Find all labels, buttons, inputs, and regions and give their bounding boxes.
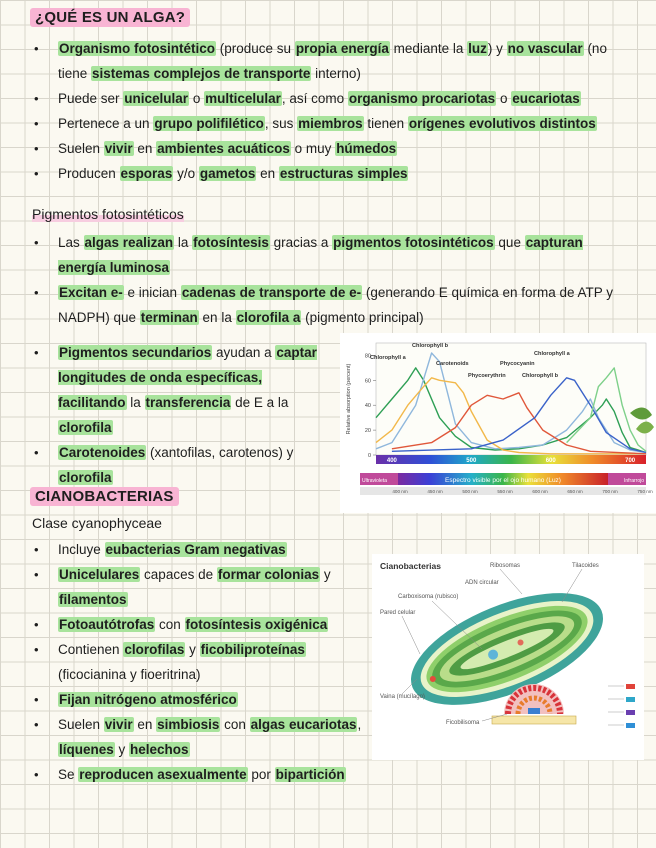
highlighted-term: reproducen asexualmente [79, 767, 247, 782]
cyano-subtitle-text: Clase cyanophyceae [32, 515, 162, 531]
spectrum-tick: 600 nm [532, 489, 548, 494]
bullet-text: Incluye [58, 542, 105, 557]
bullet-text: ayudan a [212, 345, 276, 360]
bullet-item [32, 161, 622, 186]
bullet-text: Suelen [58, 141, 104, 156]
legend-swatch-2 [626, 697, 635, 702]
legend-swatch-1 [626, 684, 635, 689]
highlighted-term: gametos [199, 166, 256, 181]
highlighted-term: esporas [120, 166, 173, 181]
series-annotation: Phycoerythrin [468, 373, 506, 379]
bullet-text: Puede ser [58, 91, 124, 106]
spectrum-tick: 500 nm [462, 489, 478, 494]
bullet-item [32, 762, 362, 787]
bullet-text: en [133, 717, 157, 732]
highlighted-term: Pigmentos secundarios [59, 345, 212, 360]
label-ribosomas: Ribosomas [490, 563, 521, 569]
bullet-text: Producen [58, 166, 120, 181]
bullet-text: y [114, 742, 130, 757]
bullet-text: capaces de [140, 567, 217, 582]
bullet-text: , sus [264, 116, 298, 131]
leader-ribosomas [500, 569, 522, 594]
highlighted-term: captar longitudes de onda específicas, facilitando [58, 345, 317, 410]
bullet-text: y [185, 642, 200, 657]
bullet-text: la [174, 235, 193, 250]
highlighted-term: ficobiliproteínas [200, 642, 305, 657]
pigments-heading [32, 206, 184, 222]
label-vaina: Vaina (mucílago) [380, 694, 425, 700]
bullet-text: con [155, 617, 185, 632]
bullet-text: interno) [311, 66, 361, 81]
y-tick-label: 80 [364, 353, 371, 360]
highlighted-term: Organismo fotosintético [59, 41, 216, 56]
bullet-text: Pertenece a un [58, 116, 154, 131]
bullet-text: (pigmento principal) [301, 310, 424, 325]
highlighted-term: organismo procariotas [348, 91, 496, 106]
cyanobacteria-svg [372, 554, 644, 760]
y-tick-label: 0 [367, 453, 371, 459]
highlighted-term: formar colonias [217, 567, 320, 582]
highlighted-term: filamentos [59, 592, 127, 607]
highlighted-term: Fotoautótrofas [59, 617, 155, 632]
bullet-text: o [189, 91, 205, 106]
highlighted-term: no vascular [507, 41, 583, 56]
series-annotation: Chlorophyll b [412, 343, 449, 349]
highlighted-term: cadenas de transporte de e- [181, 285, 362, 300]
bullet-item [32, 111, 622, 136]
bullet-item [32, 440, 332, 490]
x-tick-label: 500 [466, 458, 477, 464]
absorption-chart [340, 333, 656, 513]
highlighted-term: pigmentos fotosintéticos [333, 235, 494, 250]
legend-swatch-3 [626, 710, 635, 715]
highlighted-term: clorofilas [124, 642, 185, 657]
bullet-text: (generando E química en forma de ATP y NADPH) que [58, 285, 614, 325]
membrane-strip [492, 716, 576, 724]
bullet-text: e inician [123, 285, 181, 300]
highlighted-term: orígenes evolutivos distintos [408, 116, 596, 131]
cyanobacteria-diagram [372, 554, 644, 760]
bullet-text: y [320, 567, 331, 582]
pigments-list [32, 230, 622, 330]
highlighted-term: Fijan nitrógeno atmosférico [59, 692, 237, 707]
series-annotation: Phycocyanin [500, 361, 535, 367]
pigments-heading-text: Pigmentos fotosintéticos [32, 206, 184, 222]
highlighted-term: eubacterias Gram negativas [105, 542, 286, 557]
highlighted-term: eucariotas [512, 91, 580, 106]
highlighted-term: bipartición [275, 767, 345, 782]
cyano-list [32, 537, 362, 787]
bullet-text: , [357, 717, 362, 732]
y-tick-label: 20 [364, 428, 371, 435]
pigments-list-secondary [32, 340, 332, 490]
bullet-text: Suelen [58, 717, 104, 732]
spectrum-tick: 400 nm [392, 489, 408, 494]
bullet-text: y/o [173, 166, 199, 181]
spectrum-caption: Espectro visible por el ojo humano (Luz) [445, 477, 561, 484]
legend-swatch-4 [626, 723, 635, 728]
bullet-item [32, 712, 362, 762]
wavelength-band [376, 455, 646, 464]
bullet-text: o muy [290, 141, 336, 156]
highlighted-term: estructuras simples [279, 166, 408, 181]
label-carboxisoma: Carboxisoma (rubisco) [398, 594, 459, 600]
bullet-text: o [496, 91, 512, 106]
diagram-legend [608, 684, 635, 728]
highlighted-term: fotosíntesis oxigénica [185, 617, 328, 632]
x-tick-label: 700 [625, 458, 636, 464]
bullet-text: en la [198, 310, 236, 325]
section-title-cyano: CIANOBACTERIAS [30, 487, 179, 506]
y-tick-label: 40 [364, 403, 371, 410]
highlighted-term: terminan [140, 310, 198, 325]
bullet-text: (produce su [216, 41, 295, 56]
highlighted-term: clorofila [59, 420, 112, 435]
highlighted-term: algas eucariotas [250, 717, 357, 732]
bullet-text: (ficocianina y fioeritrina) [58, 667, 201, 682]
bullet-text: Las [58, 235, 84, 250]
spectrum-tick: 650 nm [567, 489, 583, 494]
highlighted-term: miembros [298, 116, 363, 131]
bullet-text: , así como [281, 91, 348, 106]
bullet-item [32, 562, 362, 612]
bullet-item [32, 86, 622, 111]
bullet-text: mediante la [389, 41, 468, 56]
highlighted-term: ambientes acuáticos [157, 141, 290, 156]
bullet-item [32, 340, 332, 440]
bullet-text: en [256, 166, 279, 181]
bullet-item [32, 36, 622, 86]
label-ficobilisoma: Ficobilisoma [446, 720, 480, 726]
x-tick-label: 400 [386, 458, 397, 464]
spectrum-tick: 750 nm [637, 489, 653, 494]
bullet-text: por [247, 767, 275, 782]
highlighted-term: grupo polifilético [154, 116, 264, 131]
highlighted-term: luz [468, 41, 487, 56]
bullet-text: con [220, 717, 250, 732]
bullet-text: (xantofilas, carotenos) y [146, 445, 294, 460]
spectrum-right-label: Infrarrojo [623, 478, 644, 484]
highlighted-term: húmedos [336, 141, 397, 156]
bullet-text: que [494, 235, 525, 250]
label-adn: ADN circular [465, 580, 499, 586]
absorption-spectrum-figure [340, 333, 656, 513]
highlighted-term: algas realizan [84, 235, 174, 250]
highlighted-term: clorofila [59, 470, 112, 485]
y-tick-label: 60 [364, 378, 371, 385]
bullet-text: (no tiene [58, 41, 607, 81]
x-tick-label: 600 [545, 458, 556, 464]
spectrum-tick: 700 nm [602, 489, 618, 494]
bullet-text: la [126, 395, 145, 410]
bullet-text: en [133, 141, 157, 156]
bullet-item [32, 280, 622, 330]
bullet-text: de E a la [231, 395, 289, 410]
series-annotation: Chlorophyll b [522, 373, 559, 379]
highlighted-term: propia energía [295, 41, 389, 56]
highlighted-term: transferencia [145, 395, 231, 410]
leader-pared [402, 616, 420, 654]
highlighted-term: vivir [104, 141, 133, 156]
highlighted-term: capturan energía luminosa [58, 235, 583, 275]
y-axis-label: Relative absorption (percent) [346, 363, 352, 435]
bullet-item [32, 687, 362, 712]
highlighted-term: fotosíntesis [193, 235, 269, 250]
section-title-alga: ¿QUÉ ES UN ALGA? [30, 8, 190, 27]
highlighted-term: helechos [130, 742, 189, 757]
highlighted-term: multicelular [205, 91, 281, 106]
series-annotation: Chlorophyll a [534, 351, 570, 357]
bullet-item [32, 230, 622, 280]
highlighted-term: vivir [104, 717, 133, 732]
bullet-item [32, 612, 362, 637]
cyano-subtitle [32, 515, 162, 531]
bullet-text: Se [58, 767, 79, 782]
highlighted-term: unicelular [124, 91, 189, 106]
bullet-text: tienen [363, 116, 408, 131]
bullet-item [32, 136, 622, 161]
series-annotation: Chlorophyll a [370, 355, 406, 361]
bullet-text: Contienen [58, 642, 124, 657]
highlighted-term: simbiosis [157, 717, 220, 732]
highlighted-term: líquenes [59, 742, 114, 757]
diagram-title: Cianobacterias [380, 561, 441, 571]
label-pared: Pared celular [380, 610, 416, 616]
highlighted-term: Unicelulares [59, 567, 140, 582]
bullet-text: gracias a [269, 235, 333, 250]
highlighted-term: sistemas complejos de transporte [92, 66, 311, 81]
alga-list [32, 36, 622, 186]
highlighted-term: Carotenoides [59, 445, 146, 460]
spectrum-tick: 550 nm [497, 489, 513, 494]
bullet-item [32, 637, 362, 687]
highlighted-term: clorofila a [236, 310, 301, 325]
highlighted-term: Excitan e- [59, 285, 123, 300]
bullet-item [32, 537, 362, 562]
spectrum-tick: 450 nm [427, 489, 443, 494]
core-unit [528, 708, 540, 714]
label-tilacoides: Tilacoides [572, 563, 599, 569]
series-annotation: Carotenoids [436, 361, 469, 367]
spectrum-left-label: Ultravioleta [362, 478, 388, 484]
bullet-text: ) y [487, 41, 507, 56]
